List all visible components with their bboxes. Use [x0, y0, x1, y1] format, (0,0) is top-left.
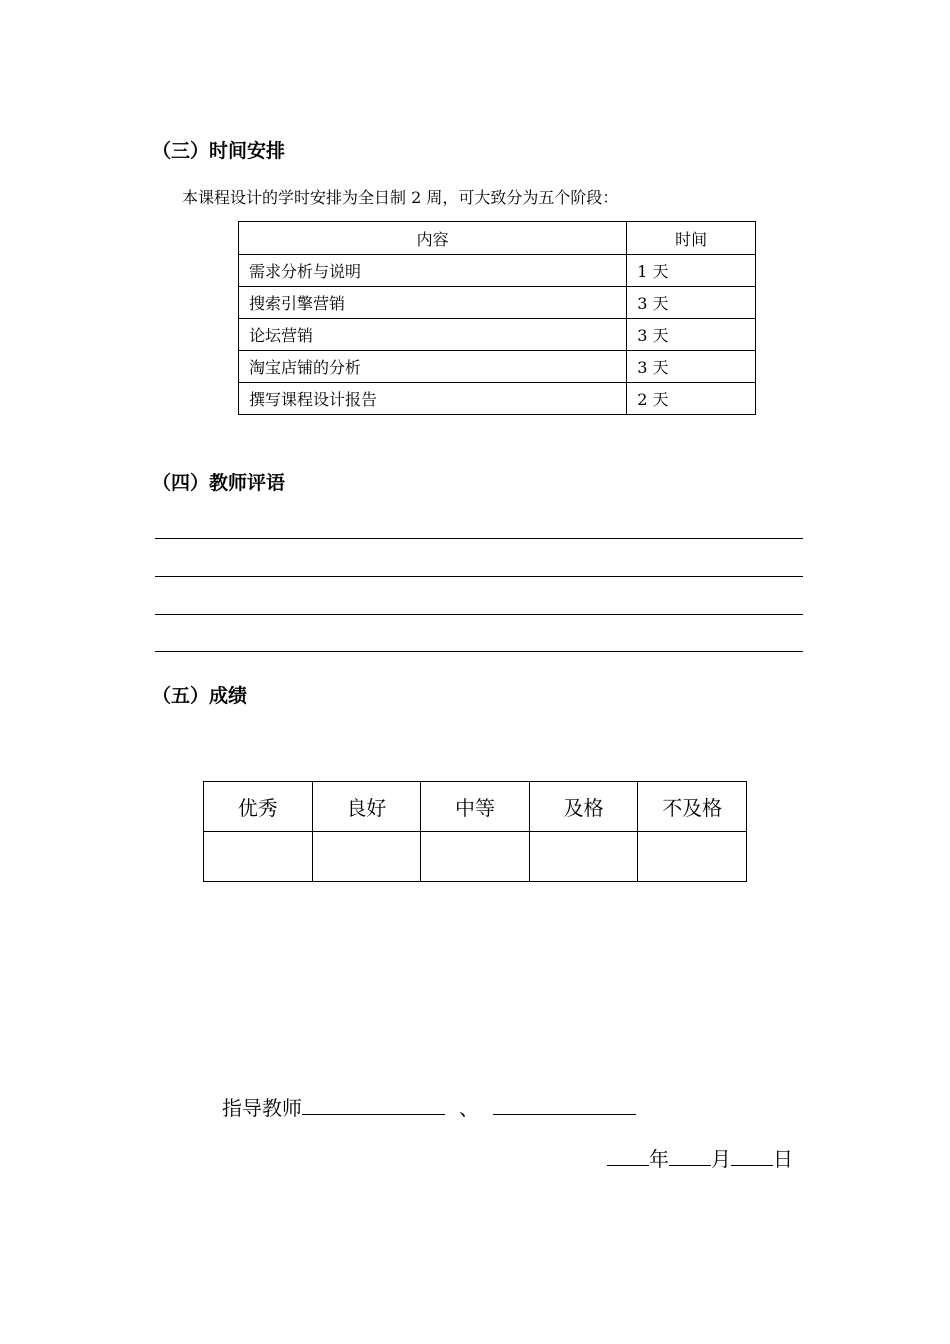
section-heading-grade: （五）成绩: [152, 685, 248, 707]
column-header-time: 时间: [627, 222, 756, 255]
grade-good: 良好: [312, 782, 421, 832]
teacher-signature-blank-1: [302, 1094, 445, 1115]
cell-content: 搜索引擎营销: [239, 287, 627, 319]
cell-time: 3 天: [627, 287, 756, 319]
grade-mark-cell: [529, 832, 638, 882]
cell-content: 需求分析与说明: [239, 255, 627, 287]
cell-content: 撰写课程设计报告: [239, 383, 627, 415]
schedule-table: [238, 221, 756, 415]
year-blank: [607, 1145, 649, 1166]
signature-label: 指导教师: [222, 1096, 302, 1120]
cell-time: 3 天: [627, 351, 756, 383]
grade-mark-row: [204, 832, 747, 882]
table-row: [239, 287, 756, 319]
table-row: [239, 319, 756, 351]
cell-time: 3 天: [627, 319, 756, 351]
cell-content: 淘宝店铺的分析: [239, 351, 627, 383]
date-line: [607, 1145, 793, 1173]
cell-time: 2 天: [627, 383, 756, 415]
grade-mark-cell: [312, 832, 421, 882]
comment-line: [155, 576, 803, 577]
cell-content: 论坛营销: [239, 319, 627, 351]
grade-mark-cell: [421, 832, 530, 882]
section-heading-teacher-comments: （四）教师评语: [152, 472, 286, 494]
grade-fail: 不及格: [638, 782, 747, 832]
table-row: [239, 255, 756, 287]
grade-medium: 中等: [421, 782, 530, 832]
cell-time: 1 天: [627, 255, 756, 287]
grade-label-row: [204, 782, 747, 832]
table-row: [239, 383, 756, 415]
column-header-content: 内容: [239, 222, 627, 255]
year-label: 年: [649, 1147, 669, 1171]
signature-line: [222, 1094, 636, 1122]
grade-mark-cell: [638, 832, 747, 882]
schedule-intro-text: 本课程设计的学时安排为全日制 2 周，可大致分为五个阶段：: [182, 188, 619, 207]
section-heading-schedule: （三）时间安排: [152, 140, 286, 162]
day-blank: [731, 1145, 773, 1166]
table-header-row: [239, 222, 756, 255]
signature-separator: 、: [459, 1096, 479, 1120]
grade-mark-cell: [204, 832, 313, 882]
table-row: [239, 351, 756, 383]
comment-line: [155, 651, 803, 652]
month-label: 月: [711, 1147, 731, 1171]
month-blank: [669, 1145, 711, 1166]
teacher-signature-blank-2: [493, 1094, 636, 1115]
grade-excellent: 优秀: [204, 782, 313, 832]
comment-line: [155, 614, 803, 615]
comment-line: [155, 538, 803, 539]
grade-pass: 及格: [529, 782, 638, 832]
grade-table: [203, 781, 747, 882]
day-label: 日: [773, 1147, 793, 1171]
